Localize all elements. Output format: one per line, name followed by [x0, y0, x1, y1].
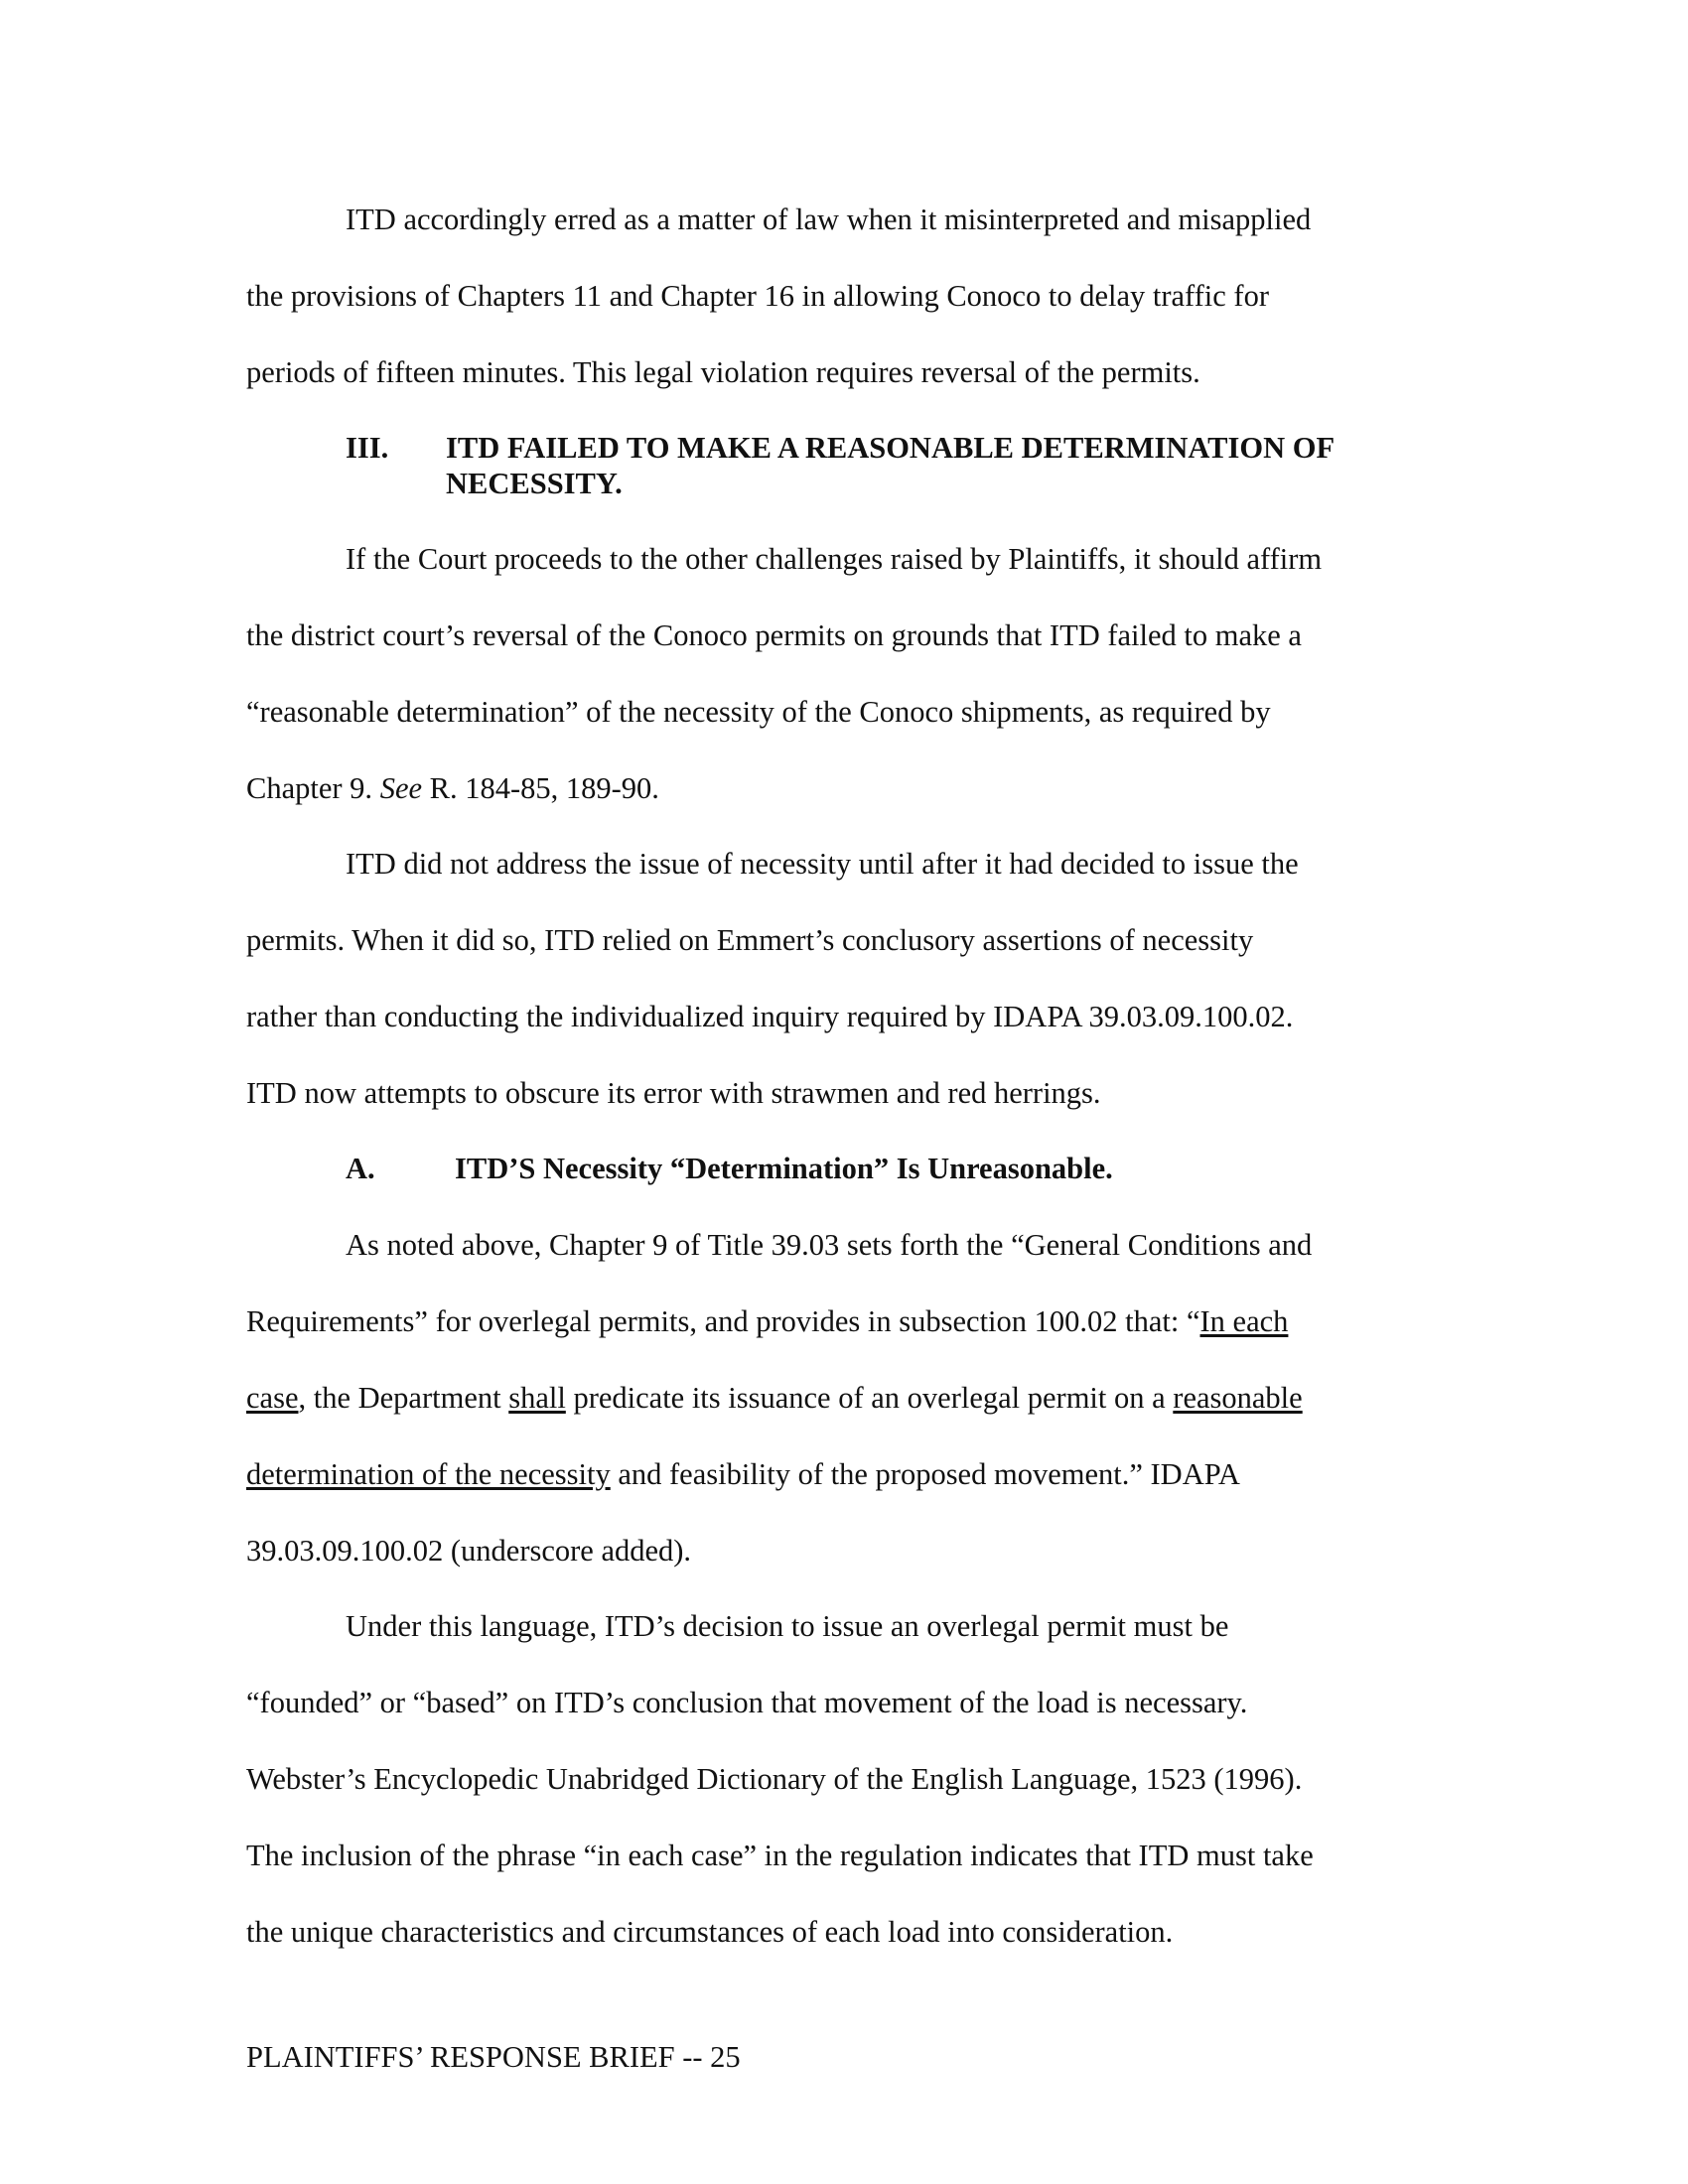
paragraph-line: ITD now attempts to obscure its error with strawmen and red herrings.: [246, 1076, 1101, 1110]
text-run: predicate its issuance of an overlegal permit on a: [565, 1381, 1174, 1415]
paragraph-line: If the Court proceeds to the other challenges raised by Plaintiffs, it should affirm: [346, 542, 1323, 576]
paragraph-line: permits. When it did so, ITD relied on Emmert’s conclusory assertions of necessity: [246, 923, 1254, 957]
paragraph-line: ITD accordingly erred as a matter of law when it misinterpreted and misapplied: [346, 203, 1312, 236]
page-footer: PLAINTIFFS’ RESPONSE BRIEF -- 25: [246, 2040, 741, 2074]
subsection-heading: ITD’S Necessity “Determination” Is Unreasonable.: [455, 1152, 1113, 1185]
paragraph-line: “reasonable determination” of the necessity of the Conoco shipments, as required by: [246, 695, 1271, 729]
text-run: , the Department: [298, 1381, 509, 1415]
section-heading-line: NECESSITY.: [446, 467, 623, 500]
paragraph-line: As noted above, Chapter 9 of Title 39.03 sets forth the “General Conditions and: [346, 1228, 1313, 1262]
paragraph-line: Webster’s Encyclopedic Unabridged Dictionary of the English Language, 1523 (1996).: [246, 1762, 1303, 1796]
signal-see: See: [379, 771, 423, 805]
paragraph-line: the unique characteristics and circumstances of each load into consideration.: [246, 1915, 1174, 1949]
section-numeral: III.: [346, 431, 389, 465]
paragraph-line: [246, 770, 659, 806]
subsection-letter: A.: [346, 1152, 375, 1185]
paragraph-line: 39.03.09.100.02 (underscore added).: [246, 1534, 692, 1568]
text-run: R. 184-85, 189-90.: [422, 771, 659, 805]
paragraph-line: ITD did not address the issue of necessity until after it had decided to issue the: [346, 847, 1299, 881]
paragraph-line: [246, 1303, 1288, 1339]
paragraph-line: the provisions of Chapters 11 and Chapter 16 in allowing Conoco to delay traffic for: [246, 279, 1270, 313]
underlined-text: shall: [508, 1381, 566, 1415]
paragraph-line: the district court’s reversal of the Conoco permits on grounds that ITD failed to make a: [246, 618, 1302, 652]
text-run: and feasibility of the proposed movement.” IDAPA: [610, 1457, 1240, 1491]
paragraph-line: [246, 1456, 1240, 1492]
text-run: Requirements” for overlegal permits, and provides in subsection 100.02 that: “: [246, 1304, 1200, 1338]
paragraph-line: periods of fifteen minutes. This legal violation requires reversal of the permits.: [246, 355, 1200, 389]
section-heading-line: ITD FAILED TO MAKE A REASONABLE DETERMINATION OF: [446, 431, 1336, 465]
paragraph-line: “founded” or “based” on ITD’s conclusion that movement of the load is necessary.: [246, 1686, 1248, 1719]
paragraph-line: Under this language, ITD’s decision to issue an overlegal permit must be: [346, 1609, 1229, 1643]
paragraph-line: The inclusion of the phrase “in each case” in the regulation indicates that ITD must take: [246, 1839, 1314, 1872]
paragraph-line: [246, 1380, 1303, 1416]
underlined-text: In each: [1199, 1304, 1289, 1338]
paragraph-line: rather than conducting the individualized inquiry required by IDAPA 39.03.09.100.02.: [246, 1000, 1294, 1033]
underlined-text: determination of the necessity: [246, 1457, 611, 1491]
underlined-text: case: [246, 1381, 299, 1415]
text-run: Chapter 9.: [246, 771, 380, 805]
underlined-text: reasonable: [1173, 1381, 1303, 1415]
